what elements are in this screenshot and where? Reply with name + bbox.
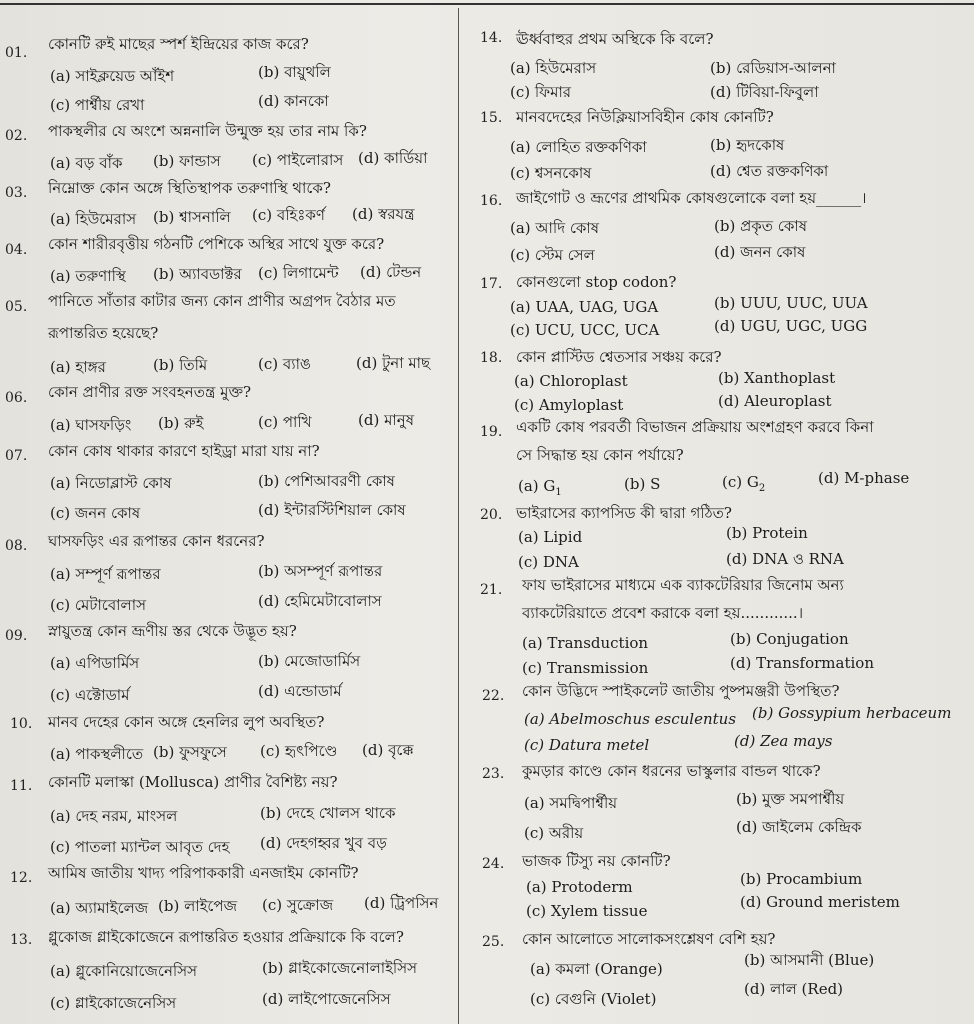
option: (a) UAA, UAG, UGA xyxy=(510,298,659,316)
question-stem: একটি কোষ পরবর্তী বিভাজন প্রক্রিয়ায় অংশগ্রহণ করবে কিনা xyxy=(516,418,874,436)
question-stem: ঘাসফড়িং এর রূপান্তর কোন ধরনের? xyxy=(48,532,265,550)
option: (d) M-phase xyxy=(818,469,910,487)
option: (b) ফান্ডাস xyxy=(153,152,221,170)
question-stem-continued: ব্যাকটেরিয়াতে প্রবেশ করাকে বলা হয়............। xyxy=(522,604,804,622)
question-number: 18. xyxy=(480,350,503,366)
option: (d) ইন্টারস্টিশিয়াল কোষ xyxy=(258,501,406,519)
question-stem: কোন কোষ থাকার কারণে হাইড্রা মারা যায় না? xyxy=(48,442,320,460)
option: (c) স্টেম সেল xyxy=(510,246,595,264)
option: (d) বৃক্কে xyxy=(362,741,414,759)
option: (b) বায়ুথলি xyxy=(258,63,331,81)
option: (c) শ্বসনকোষ xyxy=(510,164,592,182)
question-number: 11. xyxy=(10,778,33,794)
option: (c) অরীয় xyxy=(524,824,584,842)
option: (c) Xylem tissue xyxy=(526,902,648,920)
option: (a) Lipid xyxy=(518,528,583,546)
option: (a) হাঙ্গর xyxy=(50,358,106,376)
option: (a) নিডোব্লাস্ট কোষ xyxy=(50,474,172,492)
option: (a) $G_1$ xyxy=(518,477,562,498)
question-stem: জাইগোট ও ভ্রূণের প্রাথমিক কোষগুলোকে বলা হয়______। xyxy=(516,189,867,207)
question-number: 12. xyxy=(10,870,33,886)
option: (a) বড় বাঁক xyxy=(50,154,123,172)
question-stem-continued: রূপান্তরিত হয়েছে? xyxy=(48,324,159,342)
question-number: 15. xyxy=(480,110,503,126)
question-stem: কোনগুলো stop codon? xyxy=(516,273,677,291)
option: (b) Procambium xyxy=(740,870,863,888)
option: (a) আদি কোষ xyxy=(510,219,600,237)
question-stem: পানিতে সাঁতার কাটার জন্য কোন প্রাণীর অগ্রপদ বৈঠার মত xyxy=(48,292,396,310)
option: (c) মেটাবোলাস xyxy=(50,596,146,614)
option: (b) আসমানী (Blue) xyxy=(744,951,875,969)
option: (d) দেহগহ্বর খুব বড় xyxy=(260,834,387,852)
option: (c) পাখি xyxy=(258,413,312,431)
option: (c) পাতলা ম্যান্টল আবৃত দেহ xyxy=(50,838,230,856)
option: (d) ট্রিপসিন xyxy=(364,894,439,912)
question-number: 19. xyxy=(480,424,503,440)
option: (c) Transmission xyxy=(522,659,649,677)
option: (b) মুক্ত সমপার্শ্বীয় xyxy=(736,790,845,808)
option: (d) লাইপোজেনেসিস xyxy=(262,990,391,1008)
option: (b) S xyxy=(624,475,661,493)
option: (c) বেগুনি (Violet) xyxy=(530,990,657,1008)
question-number: 01. xyxy=(5,45,28,61)
option: (b) UUU, UUC, UUA xyxy=(714,294,868,312)
option: (c) এক্টোডার্ম xyxy=(50,686,130,704)
question-number: 21. xyxy=(480,582,503,598)
question-stem: নিম্নোক্ত কোন অঙ্গে স্থিতিস্থাপক তরুণাস্থি থাকে? xyxy=(48,179,331,197)
question-number: 03. xyxy=(5,185,28,201)
option: (d) DNA ও RNA xyxy=(726,550,844,568)
option: (b) ফুসফুসে xyxy=(153,743,227,761)
question-number: 13. xyxy=(10,932,33,948)
question-stem: স্নায়ুতন্ত্র কোন ভ্রূণীয় স্তর থেকে উদ্ভূত হয়? xyxy=(48,622,297,640)
option: (d) Transformation xyxy=(730,654,874,672)
option: (b) অ্যাবডাক্টর xyxy=(153,265,242,283)
option: (a) Abelmoschus esculentus xyxy=(524,710,737,728)
option: (a) সমদ্বিপার্শ্বীয় xyxy=(524,794,618,812)
option: (d) টুনা মাছ xyxy=(356,354,431,372)
option: (d) স্বরযন্ত্র xyxy=(352,205,415,223)
option: (c) UCU, UCC, UCA xyxy=(510,321,660,339)
option: (c) বহিঃকর্ণ xyxy=(252,206,325,224)
option: (c) ব্যাঙ xyxy=(258,355,311,373)
question-number: 16. xyxy=(480,193,503,209)
option: (b) রুই xyxy=(158,414,204,432)
question-number: 09. xyxy=(5,628,28,644)
option: (b) গ্লাইকোজেনোলাইসিস xyxy=(262,959,418,977)
question-stem: ভাজক টিস্যু নয় কোনটি? xyxy=(522,852,671,870)
question-stem: কোন প্রাণীর রক্ত সংবহনতন্ত্র মুক্ত? xyxy=(48,383,252,401)
option: (a) পাকস্থলীতে xyxy=(50,745,144,763)
option: (c) লিগামেন্ট xyxy=(258,264,339,282)
option: (b) রেডিয়াস-আলনা xyxy=(710,59,836,77)
option: (a) লোহিত রক্তকণিকা xyxy=(510,138,647,156)
question-number: 14. xyxy=(480,30,503,46)
option: (c) জনন কোষ xyxy=(50,504,141,522)
option: (c) ফিমার xyxy=(510,83,572,101)
question-number: 10. xyxy=(10,716,33,732)
option: (a) তরুণাস্থি xyxy=(50,267,126,285)
option: (c) হৃৎপিণ্ডে xyxy=(260,742,338,760)
option: (d) জাইলেম কেন্দ্রিক xyxy=(736,818,862,836)
option: (b) শ্বাসনালি xyxy=(153,208,231,226)
question-stem: ফায ভাইরাসের মাধ্যমে এক ব্যাকটেরিয়ার জিনোম অন্য xyxy=(522,576,844,594)
option: (a) হিউমেরাস xyxy=(50,210,137,228)
option: (a) হিউমেরাস xyxy=(510,59,597,77)
option: (a) গ্লুকোনিয়োজেনেসিস xyxy=(50,962,198,980)
question-number: 25. xyxy=(482,934,505,950)
option: (a) দেহ নরম, মাংসল xyxy=(50,807,178,825)
question-stem: আমিষ জাতীয় খাদ্য পরিপাককারী এনজাইম কোনটি? xyxy=(48,864,359,882)
question-stem: কোন শারীরবৃত্তীয় গঠনটি পেশিকে অস্থির সাথে যুক্ত করে? xyxy=(48,235,385,253)
question-stem: কোন প্লাস্টিড শ্বেতসার সঞ্চয় করে? xyxy=(516,348,722,366)
option: (d) কানকো xyxy=(258,92,329,110)
question-stem: ঊর্ধ্ববাহুর প্রথম অস্থিকে কি বলে? xyxy=(516,30,714,48)
question-number: 06. xyxy=(5,390,28,406)
option: (d) Zea mays xyxy=(734,732,833,750)
column-divider xyxy=(458,8,459,1024)
option: (c) গ্লাইকোজেনেসিস xyxy=(50,994,177,1012)
question-number: 05. xyxy=(5,299,28,315)
option: (a) Chloroplast xyxy=(514,372,628,390)
option: (d) Aleuroplast xyxy=(718,392,832,410)
option: (b) লাইপেজ xyxy=(158,897,238,915)
option: (b) Conjugation xyxy=(730,630,849,648)
question-stem: কোন উদ্ভিদে স্পাইকলেট জাতীয় পুষ্পমঞ্জরী উপস্থিত? xyxy=(522,682,840,700)
option: (a) ঘাসফড়িং xyxy=(50,416,132,434)
question-stem: গ্লুকোজ গ্লাইকোজেনে রূপান্তরিত হওয়ার প্রক্রিয়াকে কি বলে? xyxy=(48,928,404,946)
option: (c) Datura metel xyxy=(524,736,650,754)
question-stem: ভাইরাসের ক্যাপসিড কী দ্বারা গঠিত? xyxy=(516,504,732,522)
option: (b) তিমি xyxy=(153,356,208,374)
option: (d) UGU, UGC, UGG xyxy=(714,317,868,335)
option: (b) পেশিআবরণী কোষ xyxy=(258,472,395,490)
question-stem: কোনটি মলাস্কা (Mollusca) প্রাণীর বৈশিষ্ট্য নয়? xyxy=(48,773,338,791)
option: (d) কার্ডিয়া xyxy=(358,149,428,167)
question-stem: কোন আলোতে সালোকসংশ্লেষণ বেশি হয়? xyxy=(522,930,776,948)
option: (a) Protoderm xyxy=(526,878,633,896)
option: (a) Transduction xyxy=(522,634,649,652)
option: (a) এপিডার্মিস xyxy=(50,654,140,672)
option: (c) সুক্রোজ xyxy=(262,896,334,914)
top-rule xyxy=(0,3,974,5)
option: (b) দেহে খোলস থাকে xyxy=(260,804,396,822)
option: (d) এন্ডোডার্ম xyxy=(258,682,342,700)
question-number: 02. xyxy=(5,128,28,144)
question-number: 04. xyxy=(5,242,28,258)
option: (b) প্রকৃত কোষ xyxy=(714,217,807,235)
option: (d) জনন কোষ xyxy=(714,243,806,261)
option: (c) DNA xyxy=(518,553,579,571)
option: (d) টিবিয়া-ফিবুলা xyxy=(710,83,819,101)
question-stem: মানব দেহের কোন অঙ্গে হেনলির লুপ অবস্থিত? xyxy=(48,713,325,731)
question-number: 17. xyxy=(480,276,503,292)
question-number: 07. xyxy=(5,448,28,464)
option: (a) সম্পূর্ণ রূপান্তর xyxy=(50,565,161,583)
option: (b) মেজোডার্মিস xyxy=(258,652,361,670)
question-number: 22. xyxy=(482,688,505,704)
option: (b) Xanthoplast xyxy=(718,369,836,387)
question-stem: পাকস্থলীর যে অংশে অন্ননালি উন্মুক্ত হয় তার নাম কি? xyxy=(48,122,367,140)
question-number: 23. xyxy=(482,766,505,782)
option: (d) মানুষ xyxy=(358,411,414,429)
option: (c) পার্শ্বীয় রেখা xyxy=(50,96,145,114)
option: (c) পাইলোরাস xyxy=(252,151,344,169)
question-stem: কুমড়ার কাণ্ডে কোন ধরনের ভাস্কুলার বান্ডল থাকে? xyxy=(522,762,821,780)
option: (b) Gossypium herbaceum xyxy=(752,704,952,722)
question-stem: কোনটি রুই মাছের স্পর্শ ইন্দ্রিয়ের কাজ করে? xyxy=(48,35,309,53)
option: (a) কমলা (Orange) xyxy=(530,960,663,978)
option: (b) Protein xyxy=(726,524,808,542)
option: (a) সাইক্লয়েড আঁইশ xyxy=(50,67,175,85)
option: (d) হেমিমেটাবোলাস xyxy=(258,592,382,610)
question-number: 24. xyxy=(482,856,505,872)
question-stem-continued: সে সিদ্ধান্ত হয় কোন পর্যায়ে? xyxy=(516,446,684,464)
question-stem: মানবদেহের নিউক্লিয়াসবিহীন কোষ কোনটি? xyxy=(516,108,774,126)
option: (a) অ্যামাইলেজ xyxy=(50,899,149,917)
option: (d) টেন্ডন xyxy=(360,263,422,281)
option: (d) শ্বেত রক্তকণিকা xyxy=(710,162,829,180)
question-number: 08. xyxy=(5,538,28,554)
option: (d) লাল (Red) xyxy=(744,980,844,998)
option: (c) $G_2$ xyxy=(722,473,766,494)
option: (b) অসম্পূর্ণ রূপান্তর xyxy=(258,562,383,580)
option: (c) Amyloplast xyxy=(514,396,624,414)
option: (d) Ground meristem xyxy=(740,893,900,911)
question-number: 20. xyxy=(480,507,503,523)
option: (b) হৃদকোষ xyxy=(710,136,785,154)
